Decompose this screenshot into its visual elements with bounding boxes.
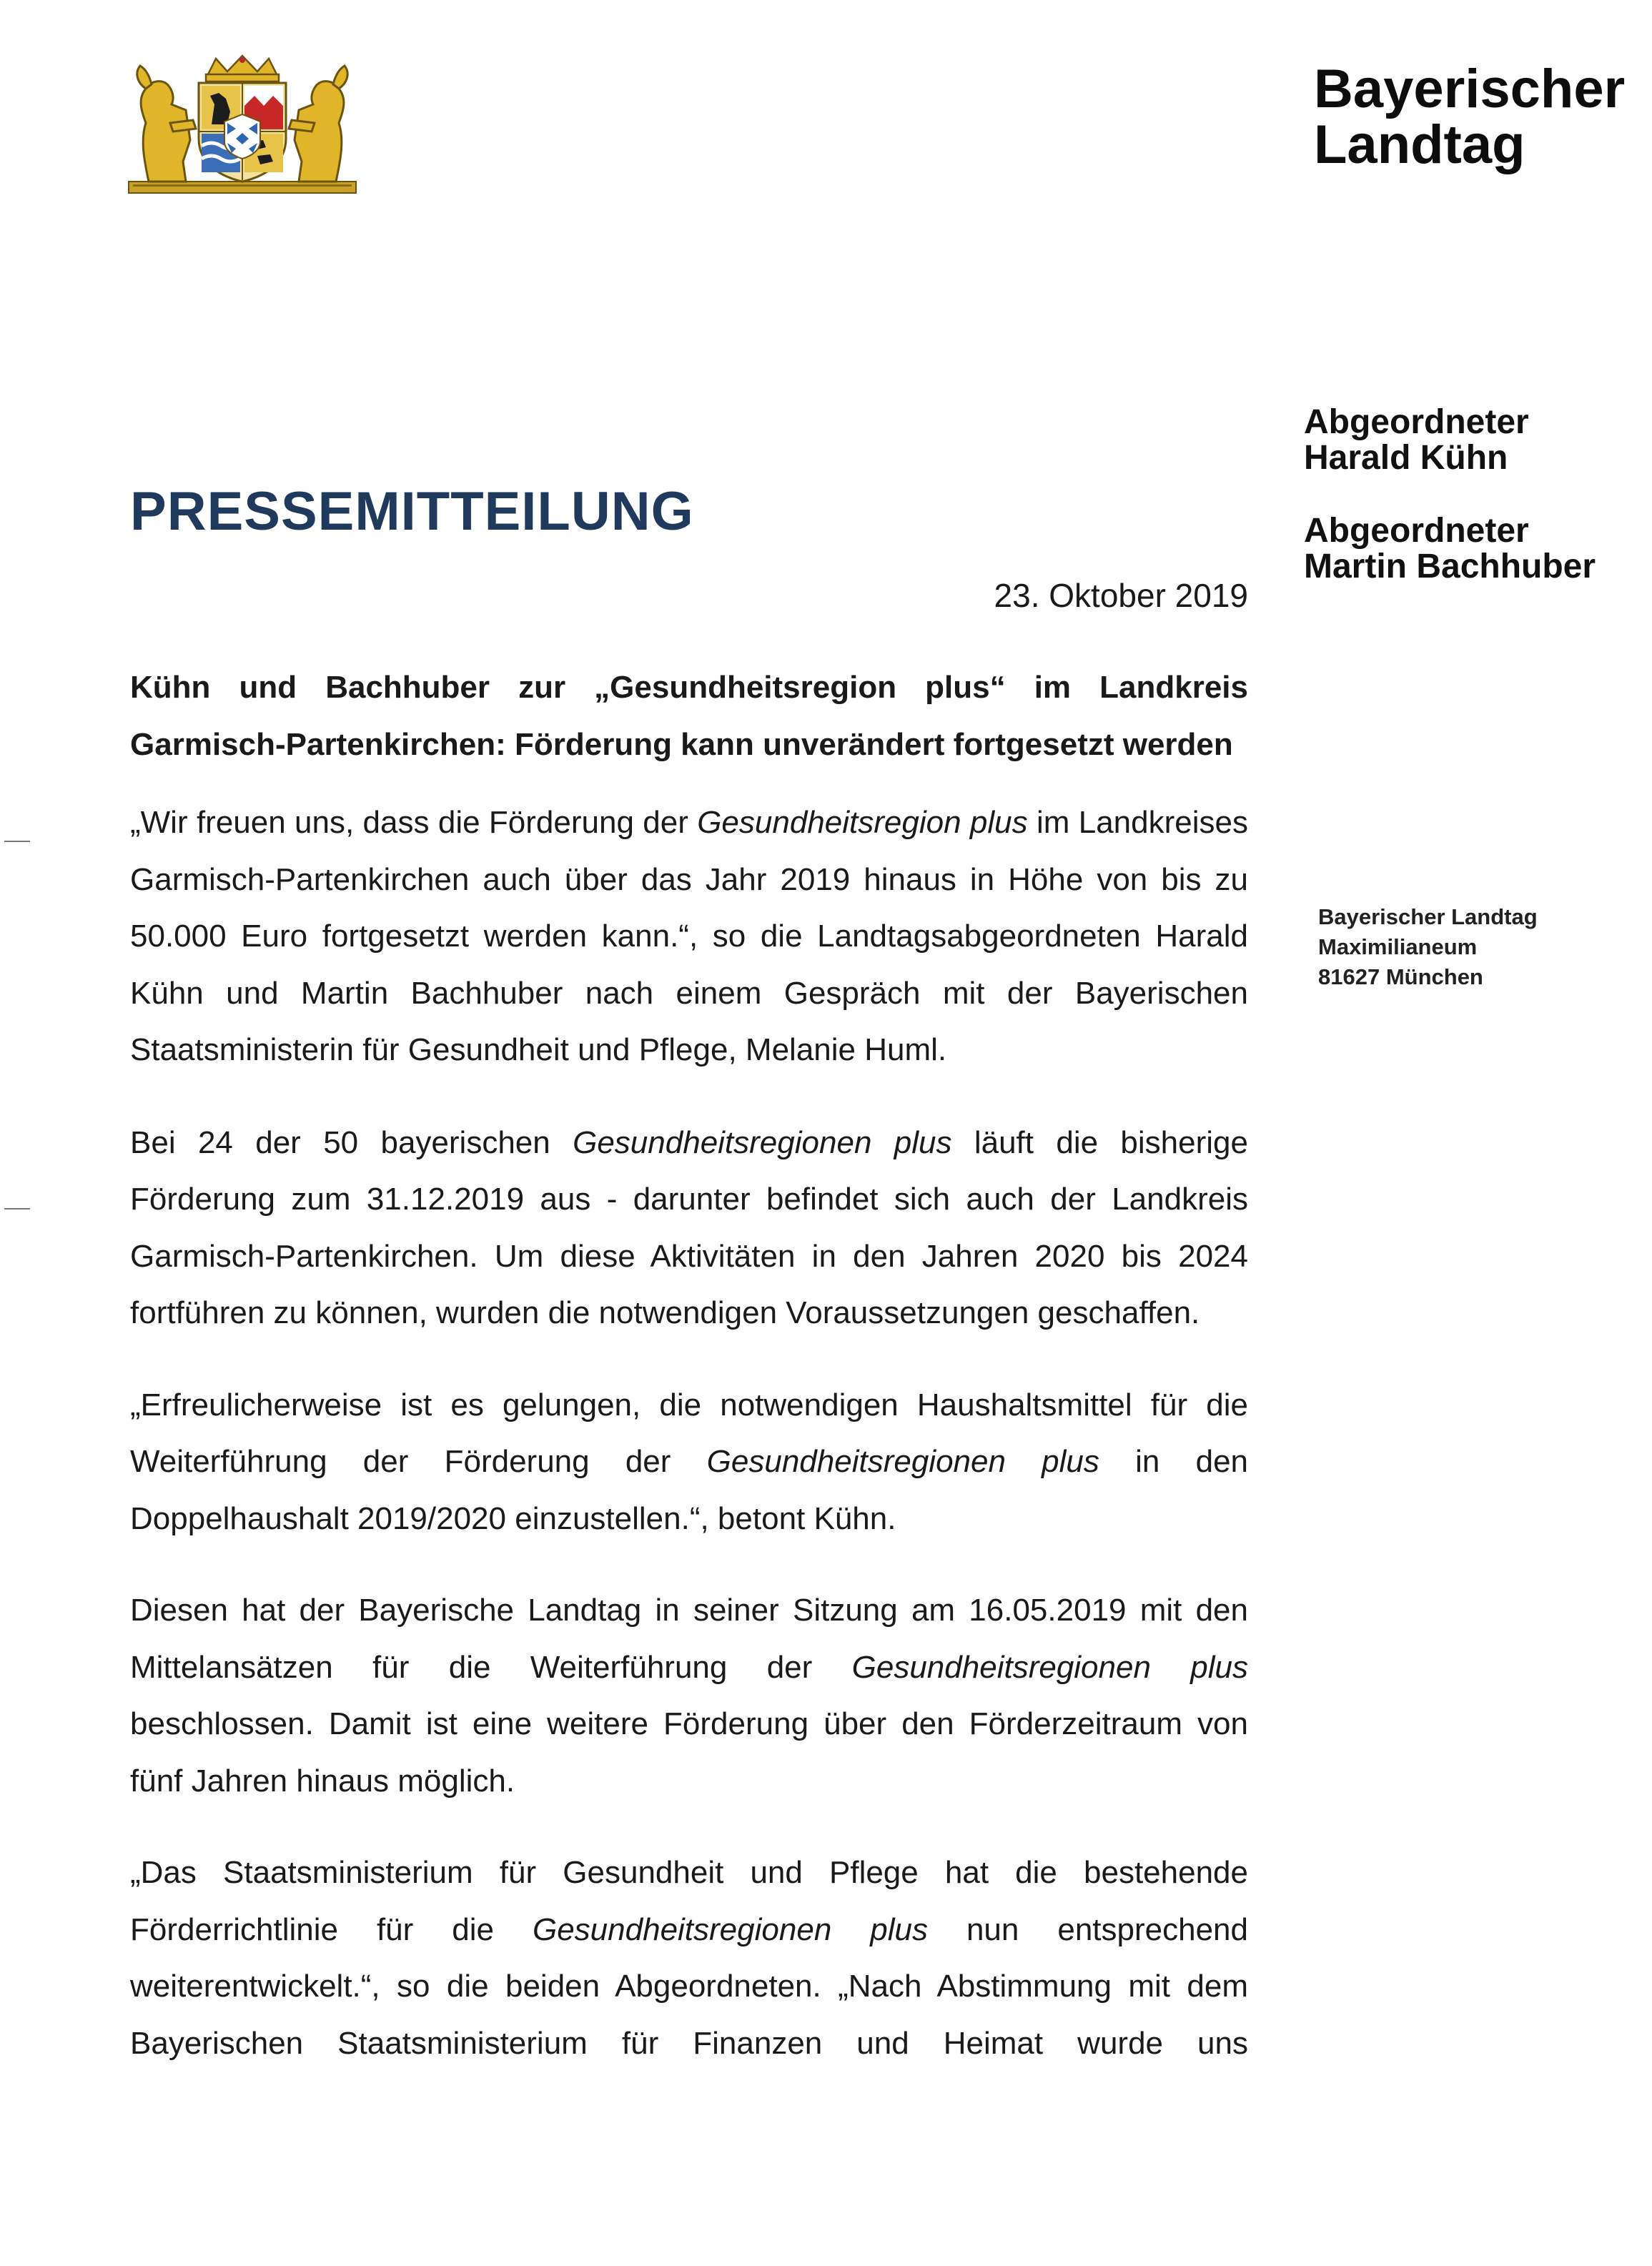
paragraph-text: Bei 24 der 50 bayerischen xyxy=(130,1124,573,1160)
deputy-block xyxy=(1304,405,1529,476)
paragraph-emphasis: Gesundheitsregionen plus xyxy=(532,1911,928,1947)
paragraph-text: im Landkreises Garmisch-Partenkirchen auch über das Jahr 2019 hinaus in Höhe von bis zu 50.000 Euro fortgesetzt werden kann.“, so die Landtagsabgeordneten Harald Kühn und Martin Bachhuber nach einem Gespräch mit der Bayerischen Staatsministerin für Gesundheit und Pflege, Melanie Huml. xyxy=(130,805,1248,1067)
paragraph-emphasis: Gesundheitsregion plus xyxy=(697,805,1028,840)
press-release-body xyxy=(130,659,1248,2072)
deputy-block xyxy=(1304,513,1596,585)
paragraph-text: Diesen hat der Bayerische Landtag in seiner Sitzung am 16.05.2019 mit den Mittelansätzen für die Weiterführung der xyxy=(130,1593,1248,1685)
paragraph xyxy=(130,1377,1248,1548)
paragraph-text: „Wir freuen uns, dass die Förderung der xyxy=(130,805,698,840)
address-line: Bayerischer Landtag xyxy=(1318,904,1538,929)
paragraph xyxy=(130,794,1248,1079)
deputy-role: Abgeordneter xyxy=(1304,403,1529,441)
paragraph-text: in den Doppelhaushalt 2019/2020 einzustellen.“, betont Kühn. xyxy=(130,1444,1249,1536)
address-line: Maximilianeum xyxy=(1318,934,1478,959)
logo-line-1: Bayerischer xyxy=(1314,59,1626,119)
bavarian-coat-of-arms-icon xyxy=(127,54,357,194)
paragraph-emphasis: Gesundheitsregionen plus xyxy=(851,1649,1248,1685)
fold-mark xyxy=(4,841,30,842)
paragraph xyxy=(130,1844,1248,2072)
paragraph-text: „Erfreulicherweise ist es gelungen, die notwendigen Haushaltsmittel für die Weiterführung der Förderung der xyxy=(130,1387,1248,1479)
paragraph-text: „Das Staatsministerium für Gesundheit und Pflege hat die bestehende Förderrichtlinie für die xyxy=(130,1855,1248,1947)
headline: Kühn und Bachhuber zur „Gesundheitsregion plus“ im Landkreis Garmisch-Partenkirchen: Förderung kann unverändert fortgesetzt werden xyxy=(130,670,1248,762)
landtag-logo xyxy=(1314,61,1625,173)
paragraph xyxy=(130,1114,1248,1342)
press-date: 23. Oktober 2019 xyxy=(994,577,1248,614)
address-block xyxy=(1318,902,1538,992)
deputy-role: Abgeordneter xyxy=(1304,512,1529,550)
deputy-name: Martin Bachhuber xyxy=(1304,548,1596,585)
page-title: PRESSEMITTEILUNG xyxy=(130,481,694,542)
paragraph-emphasis: Gesundheitsregionen plus xyxy=(706,1444,1099,1479)
logo-line-2: Landtag xyxy=(1314,114,1525,175)
fold-mark xyxy=(4,1208,30,1209)
paragraph xyxy=(130,1582,1248,1809)
paragraph-text: nun entsprechend weiterentwickelt.“, so die beiden Abgeordneten. „Nach Abstimmung mit dem Bayerischen Staatsministerium für Finanzen und Heimat wurde uns xyxy=(130,1911,1248,2061)
paragraph-text: läuft die bisherige Förderung zum 31.12.2019 aus - darunter befindet sich auch der Landkreis Garmisch-Partenkirchen. Um diese Aktivitäten in den Jahren 2020 bis 2024 fortführen zu können, wurden die notwendigen Voraussetzungen geschaffen. xyxy=(130,1124,1248,1330)
deputy-name: Harald Kühn xyxy=(1304,439,1508,477)
paragraph-emphasis: Gesundheitsregionen plus xyxy=(573,1124,952,1160)
paragraph-text: beschlossen. Damit ist eine weitere Förderung über den Förderzeitraum von fünf Jahren hinaus möglich. xyxy=(130,1706,1248,1799)
address-line: 81627 München xyxy=(1318,964,1483,989)
